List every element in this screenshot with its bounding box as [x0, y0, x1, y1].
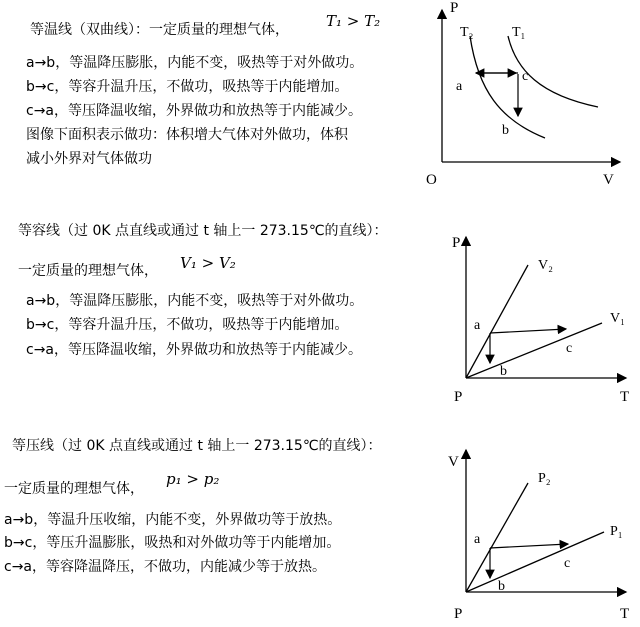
- line-v1-label: V₁: [610, 311, 625, 326]
- pt-isochore-diagram: [440, 225, 635, 410]
- isochore-line-3: c→a，等压降温收缩，外界做功和放热等于内能减少。: [26, 342, 363, 358]
- isotherm-relation: T₁ > T₂: [326, 12, 381, 30]
- arrow-a-to-c: [490, 544, 568, 548]
- arrow-a-to-c: [490, 329, 566, 333]
- isobar-relation: p₁ > p₂: [166, 470, 220, 488]
- isochore-relation: V₁ > V₂: [180, 254, 236, 272]
- x-axis-label: T: [620, 606, 630, 622]
- isobar-line-3: c→a，等容降温降压，不做功，内能减少等于放热。: [4, 559, 327, 575]
- isotherm-line-1: a→b，等温降压膨胀，内能不变，吸热等于对外做功。: [26, 55, 364, 71]
- line-p1-label: P₁: [610, 524, 623, 539]
- origin-label: P: [454, 606, 463, 622]
- isochore-line-2: b→c，等容升温升压，不做功，吸热等于内能增加。: [26, 317, 349, 333]
- x-axis-label: T: [620, 389, 630, 405]
- isotherm-title: 等温线（双曲线）：一定质量的理想气体，: [30, 22, 289, 38]
- isobar-title: 等压线（过 0K 点直线或通过 t 轴上一 273.15℃的直线）：: [12, 438, 382, 454]
- isotherm-line-4: 图像下面积表示做功：体积增大气体对外做功，体积: [26, 127, 348, 143]
- origin-label: P: [454, 389, 463, 405]
- point-a: a: [474, 318, 481, 333]
- isobar-line-2: b→c，等压升温膨胀，吸热和对外做功等于内能增加。: [4, 535, 341, 551]
- line-p2-label: P₂: [538, 471, 551, 486]
- isobar-line-1: a→b，等温升压收缩，内能不变，外界做功等于放热。: [4, 512, 342, 528]
- curve-t2-label: T₂: [460, 25, 474, 40]
- point-b: b: [498, 579, 505, 594]
- line-p1: [466, 532, 604, 592]
- pv-isotherm-diagram: [420, 0, 635, 195]
- isochore-title: 等容线（过 0K 点直线或通过 t 轴上一 273.15℃的直线）：: [18, 223, 388, 239]
- point-c: c: [564, 556, 571, 571]
- point-b: b: [502, 123, 509, 138]
- isobar-intro: 一定质量的理想气体，: [4, 481, 144, 497]
- vt-isobar-diagram: [440, 440, 635, 625]
- point-a: a: [456, 79, 463, 94]
- point-c: c: [566, 341, 573, 356]
- isochore-intro: 一定质量的理想气体，: [18, 263, 158, 279]
- point-a: a: [474, 532, 481, 547]
- isotherm-line-3: c→a，等压降温收缩，外界做功和放热等于内能减少。: [26, 103, 363, 119]
- y-axis-label: P: [450, 0, 459, 16]
- point-c: c: [522, 69, 529, 84]
- curve-t1-label: T₁: [512, 25, 526, 40]
- origin-label: O: [426, 172, 437, 188]
- x-axis-label: V: [603, 172, 614, 188]
- isochore-line-1: a→b，等温降压膨胀，内能不变，吸热等于对外做功。: [26, 293, 364, 309]
- line-v2-label: V₂: [538, 258, 553, 273]
- y-axis-label: V: [448, 454, 459, 470]
- isotherm-line-2: b→c，等容升温升压，不做功，吸热等于内能增加。: [26, 79, 349, 95]
- point-b: b: [500, 364, 507, 379]
- isotherm-line-5: 减小外界对气体做功: [26, 151, 152, 167]
- y-axis-label: P: [452, 235, 461, 251]
